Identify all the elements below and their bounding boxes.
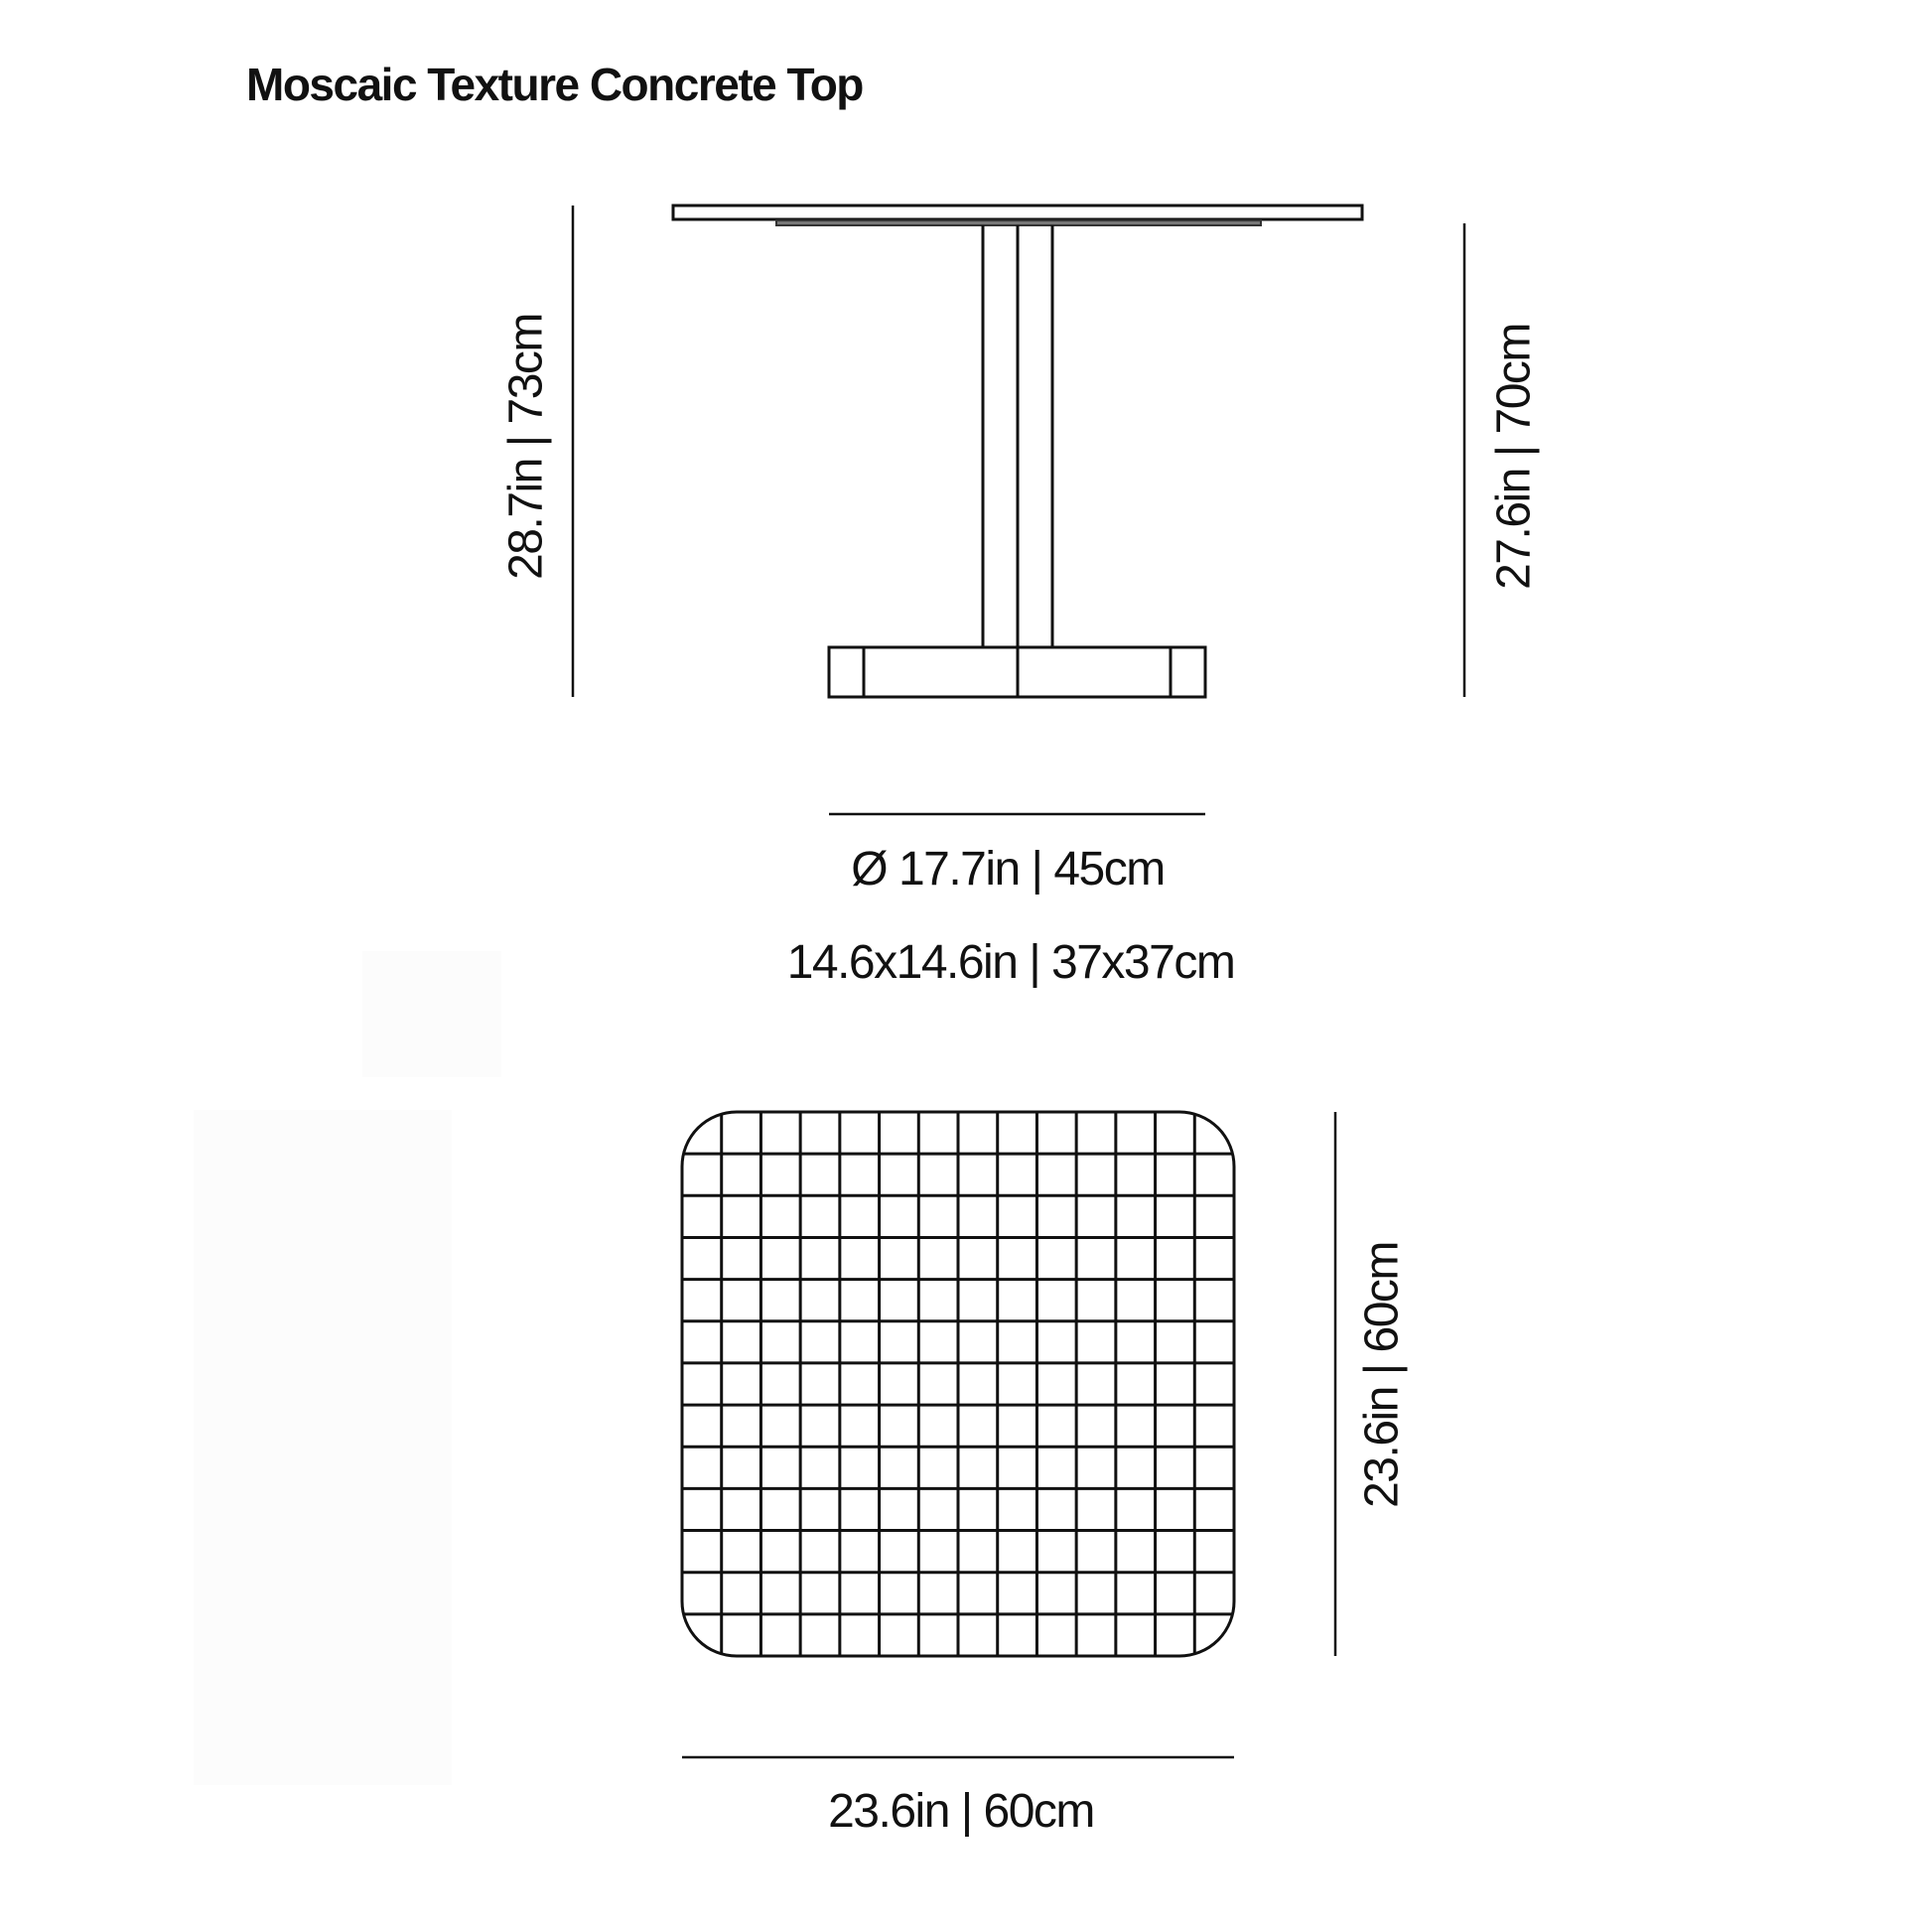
page-title: Moscaic Texture Concrete Top: [246, 59, 863, 110]
dimension-total-height: 28.7in | 73cm: [499, 314, 553, 580]
underplate: [776, 220, 1261, 225]
top-view-mosaic: [682, 1112, 1234, 1656]
dimension-base-square: 14.6x14.6in | 37x37cm: [786, 936, 1235, 989]
side-view-table: [673, 206, 1362, 697]
dimension-top-width: 23.6in | 60cm: [828, 1785, 1094, 1838]
dimension-base-diameter: Ø 17.7in | 45cm: [851, 843, 1165, 896]
dimension-under-top-height: 27.6in | 70cm: [1487, 324, 1541, 590]
tabletop-profile: [673, 206, 1362, 219]
dimension-top-depth: 23.6in | 60cm: [1355, 1242, 1409, 1508]
